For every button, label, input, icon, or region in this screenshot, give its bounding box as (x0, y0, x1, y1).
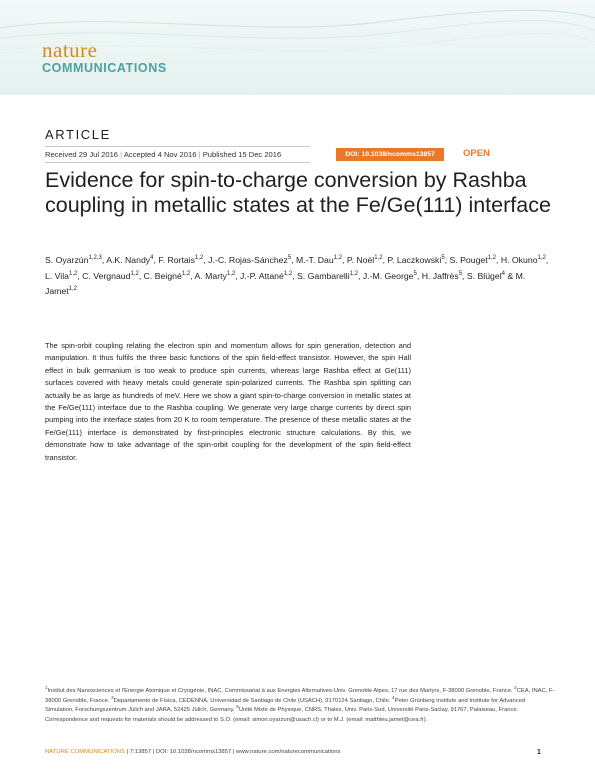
affiliation-number: 3 (111, 694, 114, 700)
logo-nature-text: nature (42, 38, 98, 62)
author-name: L. Vila (45, 270, 69, 281)
author-name: C. Beigné (143, 270, 182, 281)
author-affiliation-sup: 1,2 (69, 270, 78, 277)
divider-top (45, 146, 310, 147)
author-affiliation-sup: 5 (287, 255, 292, 262)
author-affiliation-sup: 1,2 (195, 255, 204, 262)
affiliation-text: CEA, INAC, F-38000 Grenoble, France. (45, 688, 555, 704)
affiliation-list (45, 685, 555, 714)
footer-volume: 7:13857 (129, 749, 152, 755)
author-name: H. Okuno (500, 255, 538, 265)
open-access-badge: OPEN (463, 148, 490, 159)
doi-badge[interactable]: DOI: 10.1038/ncomms13857 (336, 148, 444, 161)
author-name: C. Vergnaud (82, 270, 131, 281)
author-name: P. Laczkowski (387, 255, 442, 265)
author-name: S. Oyarzún (45, 255, 89, 265)
author-affiliation-sup: 1,2 (68, 286, 78, 293)
affiliations (45, 687, 555, 725)
author-name: M.-T. Dau (296, 255, 334, 265)
author-name: S. Blügel (466, 270, 502, 281)
affiliation-text: Institut des Nanosciences et l'Energie Atomique et Cryogénie, INAC, Commissariat à aux Energies Alternatives-Univ. Grenoble Alpes, 17 rue des Martyrs, F-38000 Grenoble, France. (47, 688, 515, 694)
author-name: A.K. Nandy (106, 255, 151, 265)
author-name: J.-M. George (362, 270, 414, 281)
footer-doi[interactable]: DOI: 10.1038/ncomms13857 (155, 749, 232, 755)
affiliation-number: 5 (236, 704, 239, 710)
author-affiliation-sup: 1,2 (226, 270, 236, 277)
author-name: A. Marty (194, 270, 227, 281)
author-affiliation-sup: 4 (501, 270, 505, 277)
author-list: S. Oyarzún$^{1,2,3}$, A.K. Nandy$^4$, F. Rortais$^{1,2}$, J.-C. Rojas-Sánchez$^5$, M.-T. Dau$^{1,2}$, P. Noël$^{1,2}$, P. Laczkowski$^5$, S. Pouget$^{1,2}$, H. Okuno$^{1,2}$, L. Vila$^{1,2}$, C. Vergnaud$^{1,2}$, C. Beigné$^{1,2}$, A. Marty$^{1,2}$, J.-P. Attané$^{1,2}$, S. Gambarelli$^{1,2}$, J.-M. George$^5$, H. Jaffrès$^5$, S. Blügel$^4$ & M. Jamet$^{1,2}$ (45, 255, 549, 296)
author-name: S. Gambarelli (297, 270, 350, 281)
author-name: S. Pouget (449, 255, 488, 265)
page-number: 1 (537, 749, 541, 756)
author-affiliation-sup: 4 (150, 255, 154, 262)
author-affiliation-sup: 5 (441, 255, 445, 262)
affiliation-text: Peter Grünberg Institute and Institute for Advanced Simulation, Forschungszentrum Jülich and JARA, 52425 Jülich, Germany. (45, 697, 526, 714)
author-name: J.-C. Rojas-Sánchez (208, 255, 288, 265)
author-affiliation-sup: 1,2 (487, 255, 496, 262)
footer-journal: NATURE COMMUNICATIONS (45, 749, 125, 755)
author-affiliation-sup: 1,2 (181, 270, 191, 277)
author-affiliation-sup: 1,2 (130, 270, 139, 277)
footer-url[interactable]: www.nature.com/naturecommunications (236, 749, 341, 755)
journal-logo[interactable] (42, 40, 167, 75)
author-affiliation-sup: 1,2 (374, 255, 383, 262)
abstract: The spin-orbit coupling relating the electron spin and momentum allows for spin generation, detection and manipulation. It thus fulfils the three basic functions of the spin field-effect transistor. However, the spin Hall effect in bulk germanium is too weak to produce spin currents, whereas large Rashba effect at Ge(111) surfaces covered with heavy metals could generate spin-polarized currents. The Rashba spin splitting can actually be as large as hundreds of meV. Here we show a giant spin-to-charge conversion in metallic states at the Fe/Ge(111) interface due to the Rashba coupling. We generate very large charge currents by direct spin pumping into the interface states from 20 K to room temperature. The presence of these metallic states at the Fe/Ge(111) interface is demonstrated by first-principles electronic structure calculations. By this, we demonstrate how to take advantage of the spin-orbit coupling for the development of the spin field-effect transistor. (45, 341, 411, 462)
logo-communications-text: COMMUNICATIONS (42, 61, 167, 75)
article-title: Evidence for spin-to-charge conversion by Rashba coupling in metallic states at the Fe/Ge(111) interface (45, 168, 551, 217)
affiliation-number: 4 (392, 694, 395, 700)
correspondence-note: Correspondence and requests for materials should be addressed to S.O. (email: simon.oyarzun@usach.cl) or to M.J. (email: matthieu.jamet@cea.fr). (45, 716, 428, 723)
accepted-date: Accepted 4 Nov 2016 (123, 150, 197, 159)
author-affiliation-sup: 5 (458, 270, 463, 277)
author-name: M. Jamet (45, 270, 526, 296)
author-affiliation-sup: 1,2,3 (88, 255, 102, 262)
author-affiliation-sup: 5 (413, 270, 417, 277)
author-affiliation-sup: 1,2 (283, 270, 293, 277)
published-date: Published 15 Dec 2016 (202, 150, 282, 159)
received-date: Received 29 Jul 2016 (45, 150, 119, 159)
author-affiliation-sup: 1,2 (537, 255, 546, 262)
affiliation-number: 2 (514, 685, 517, 691)
author-affiliation-sup: 1,2 (333, 255, 343, 262)
author-affiliation-sup: 1,2 (349, 270, 358, 277)
article-type-label: ARTICLE (45, 127, 111, 142)
affiliation-text: Departamento de Física, CEDENNA, Universidad de Santiago de Chile (USACH), 9170124 Santiago, Chile. (113, 697, 393, 704)
author-name: P. Noël (346, 255, 375, 265)
page-footer: NATURE COMMUNICATIONS | 7:13857 | DOI: 10.1038/ncomms13857 | www.nature.com/naturecommunications (45, 749, 341, 755)
affiliation-number: 1 (45, 685, 48, 691)
publication-dates: Received 29 Jul 2016 | Accepted 4 Nov 2016 | Published 15 Dec 2016 (45, 150, 282, 159)
author-name: H. Jaffrès (421, 270, 459, 281)
divider-bottom (45, 162, 310, 163)
affiliation-text: Unité Mixte de Physique, CNRS, Thales, Univ. Paris-Sud, Université Paris-Saclay, 91767, Palaiseau, France. (238, 707, 519, 714)
author-name: F. Rortais (158, 255, 195, 265)
author-name: J.-P. Attané (240, 270, 284, 281)
